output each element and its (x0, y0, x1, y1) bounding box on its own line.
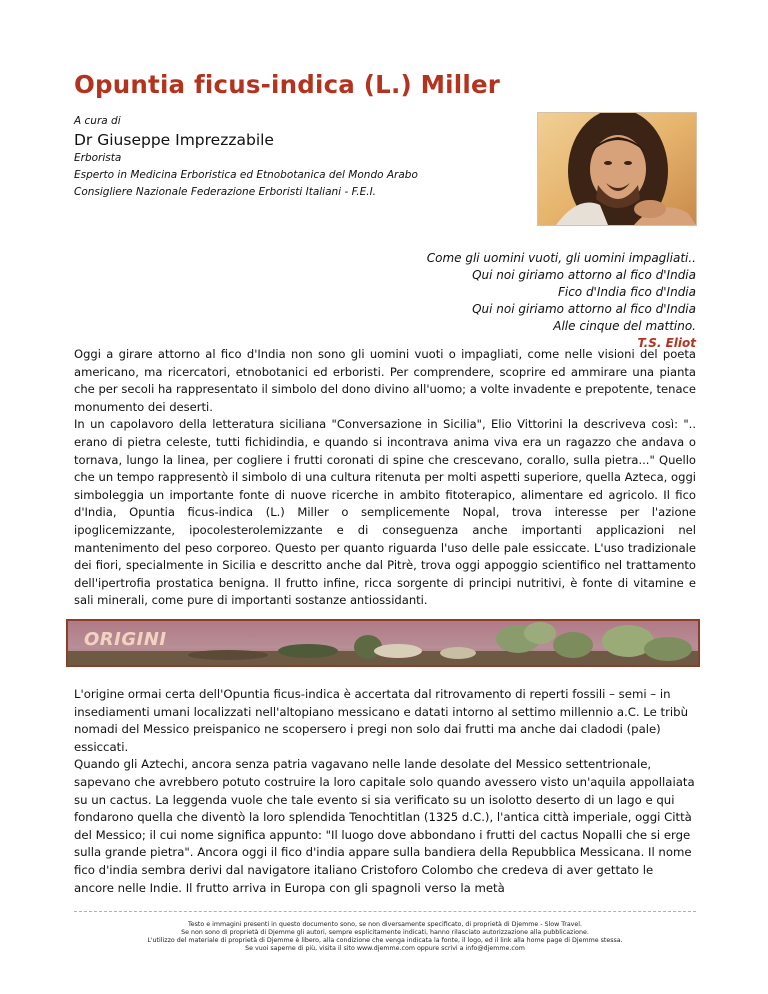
footer-divider (74, 911, 696, 912)
poem-line: Qui noi giriamo attorno al fico d'India (472, 268, 696, 282)
footer-line: L'utilizzo del materiale di proprietà di Djemme è libero, alla condizione che venga indicata la fonte, il logo, ed il link alla home page di Djemme stessa. (147, 937, 623, 945)
author-role: Consigliere Nazionale Federazione Erboristi Italiani - F.E.I. (74, 186, 376, 198)
poem-line: Alle cinque del mattino. (553, 319, 696, 333)
footer-line: Testo e immagini presenti in questo documento sono, se non diversamente specificato, di proprietà di Djemme - Slow Travel. (187, 921, 583, 928)
poem-line: Fico d'India fico d'India (557, 285, 696, 299)
banner-title: ORIGINI (84, 629, 167, 650)
poem-signature: T.S. Eliot (637, 336, 696, 350)
section-banner-origini (66, 619, 700, 667)
footer-line: Se non sono di proprietà di Djemme gli autori, sempre esplicitamente indicati, hanno rilasciato autorizzazione alla pubblicazione. (181, 929, 589, 937)
author-photo (537, 112, 697, 226)
document-title: Opuntia ficus-indica (L.) Miller (74, 70, 501, 99)
epigraph-poem (427, 250, 696, 352)
intro-paragraph: Oggi a girare attorno al fico d'India non sono gli uomini vuoti o impagliati, come nelle visioni del poeta americano, ma ricercatori, etnobotanici ed erboristi. Per comprendere, scoprire ed ammirare una pianta che per secoli ha rappresentato il simbolo del dono divino all'uomo; a volte invadente e prepotente, tenace monumento dei deserti. In un capolavoro della letteratura siciliana "Conversazione in Sicilia", Elio Vittorini la descriveva così: ".. erano di pietra celeste, tutti fichidindia, e quando si incontrava anima viva era un ragazzo che andava o tornava, lungo la linea, per cogliere i frutti coronati di spine che crescevano, corallo, sulla pietra..." Quello che un tempo rappresentò il simbolo di una cultura ritenuta per molti aspetti superiore, quella Azteca, oggi simboleggia un importante fonte di nuove ricerche in ambito fitoterapico, alimentare ed agricolo. Il fico d'India, Opuntia ficus-indica (L.) Miller o semplicemente Nopal, trova interesse per l'azione ipoglicemizzante, ipocolesterolemizzante e di conseguenza anche importanti applicazioni nel mantenimento del peso corporeo. Questo per quanto riguarda l'uso delle pale essiccate. L'uso tradizionale dei fiori, specialmente in Sicilia e descritto anche dal Pitrè, trova oggi appoggio scientifico nel trattamento dell'ipertrofia prostatica benigna. Il frutto infine, ricca sorgente di principi nutritivi, è fonte di vitamine e sali minerali, come pure di importanti sostanze antiossidanti. (74, 347, 696, 608)
edited-by-label: A cura di (74, 115, 121, 127)
footer-notice (74, 921, 696, 953)
poem-line: Qui noi giriamo attorno al fico d'India (472, 302, 696, 316)
origini-paragraph: L'origine ormai certa dell'Opuntia ficus-indica è accertata dal ritrovamento di reperti fossili – semi – in insediamenti umani localizzati nell'altopiano messicano e datati intorno al settimo millennio a.C. Le tribù nomadi del Messico preispanico ne scopersero i pregi non solo dai frutti ma anche dai cladodi (pale) essiccati. Quando gli Aztechi, ancora senza patria vagavano nelle lande desolate del Messico settentrionale, sapevano che avrebbero potuto costruire la loro capitale solo quando avessero visto un'aquila appollaiata su un cactus. La leggenda vuole che tale evento si sia verificato su un isolotto deserto di un lago e qui fondarono quella che diventò la loro splendida Tenochtitlan (1325 d.C.), l'antica città imperiale, oggi Città del Messico; il cui nome significa appunto: "Il luogo dove abbondano i frutti del cactus Nopalli che si erge sulla grande pietra". Ancora oggi il fico d'india appare sulla bandiera della Repubblica Messicana. Il nome fico d'india sembra derivi dal navigatore italiano Cristoforo Colombo che credeva di aver gettato le ancore nelle Indie. Il frutto arriva in Europa con gli spagnoli verso la metà (74, 687, 695, 895)
author-role: Esperto in Medicina Erboristica ed Etnobotanica del Mondo Arabo (74, 169, 418, 181)
poem-line: Come gli uomini vuoti, gli uomini impagliati.. (426, 251, 696, 265)
author-name: Dr Giuseppe Imprezzabile (74, 131, 274, 149)
author-role: Erborista (74, 152, 122, 164)
footer-line: Se vuoi saperne di più, visita il sito www.djemme.com oppure scrivi a info@djemme.com (245, 945, 525, 953)
